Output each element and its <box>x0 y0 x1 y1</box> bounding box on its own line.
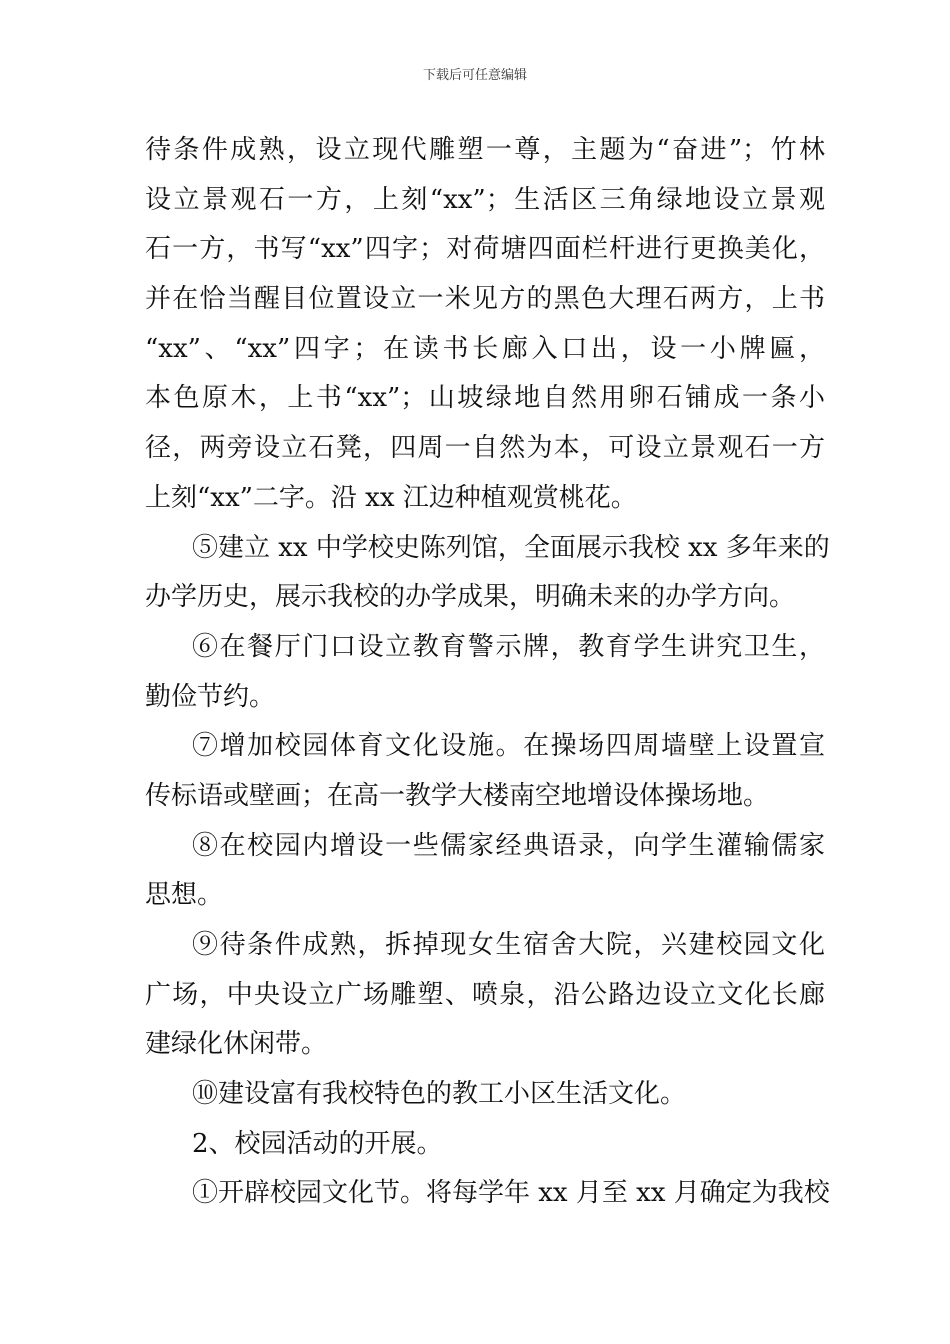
text-line: ⑨待条件成熟，拆掉现女生宿舍大院，兴建校园文化 <box>192 930 825 960</box>
text-line: ⑦增加校园体育文化设施。在操场四周墙壁上设置宣 <box>192 731 825 762</box>
text-line: 待条件成熟，设立现代雕塑一尊，主题为“奋进”；竹林 <box>145 135 825 165</box>
page-header: 下载后可任意编辑 <box>422 68 527 83</box>
text-line: 径，两旁设立石凳，四周一自然为本，可设立景观石一方 <box>145 433 825 464</box>
text-line: 设立景观石一方，上刻“xx”；生活区三角绿地设立景观 <box>145 184 825 215</box>
text-line: 办学历史，展示我校的办学成果，明确未来的办学方向。 <box>145 582 796 613</box>
document-body <box>145 126 830 1219</box>
text-line: ⑤建立 xx 中学校史陈列馆，全面展示我校 xx 多年来的 <box>192 532 830 563</box>
text-line: ⑥在餐厅门口设立教育警示牌，教育学生讲究卫生， <box>192 631 825 662</box>
text-line: 石一方，书写“xx”四字；对荷塘四面栏杆进行更换美化， <box>145 234 825 265</box>
text-line: 思想。 <box>145 880 224 911</box>
text-line: 建绿化休闲带。 <box>145 1029 328 1060</box>
text-line: 勤俭节约。 <box>145 681 276 712</box>
text-line: 上刻“xx”二字。沿 xx 江边种植观赏桃花。 <box>145 482 637 513</box>
text-line: 本色原木，上书“xx”；山坡绿地自然用卵石铺成一条小 <box>145 383 825 414</box>
text-line: ⑧在校园内增设一些儒家经典语录，向学生灌输儒家 <box>192 830 825 861</box>
text-line: 并在恰当醒目位置设立一米见方的黑色大理石两方，上书 <box>145 284 825 315</box>
text-line: 广场，中央设立广场雕塑、喷泉，沿公路边设立文化长廊 <box>145 979 825 1010</box>
text-line: 传标语或壁画；在高一教学大楼南空地增设体操场地。 <box>145 780 770 811</box>
text-line: ①开辟校园文化节。将每学年 xx 月至 xx 月确定为我校 <box>192 1178 830 1209</box>
text-line: “xx”、“xx”四字；在读书长廊入口出，设一小牌匾， <box>145 333 825 364</box>
text-line: 2、校园活动的开展。 <box>192 1128 443 1159</box>
text-line: ⑩建设富有我校特色的教工小区生活文化。 <box>192 1079 687 1110</box>
